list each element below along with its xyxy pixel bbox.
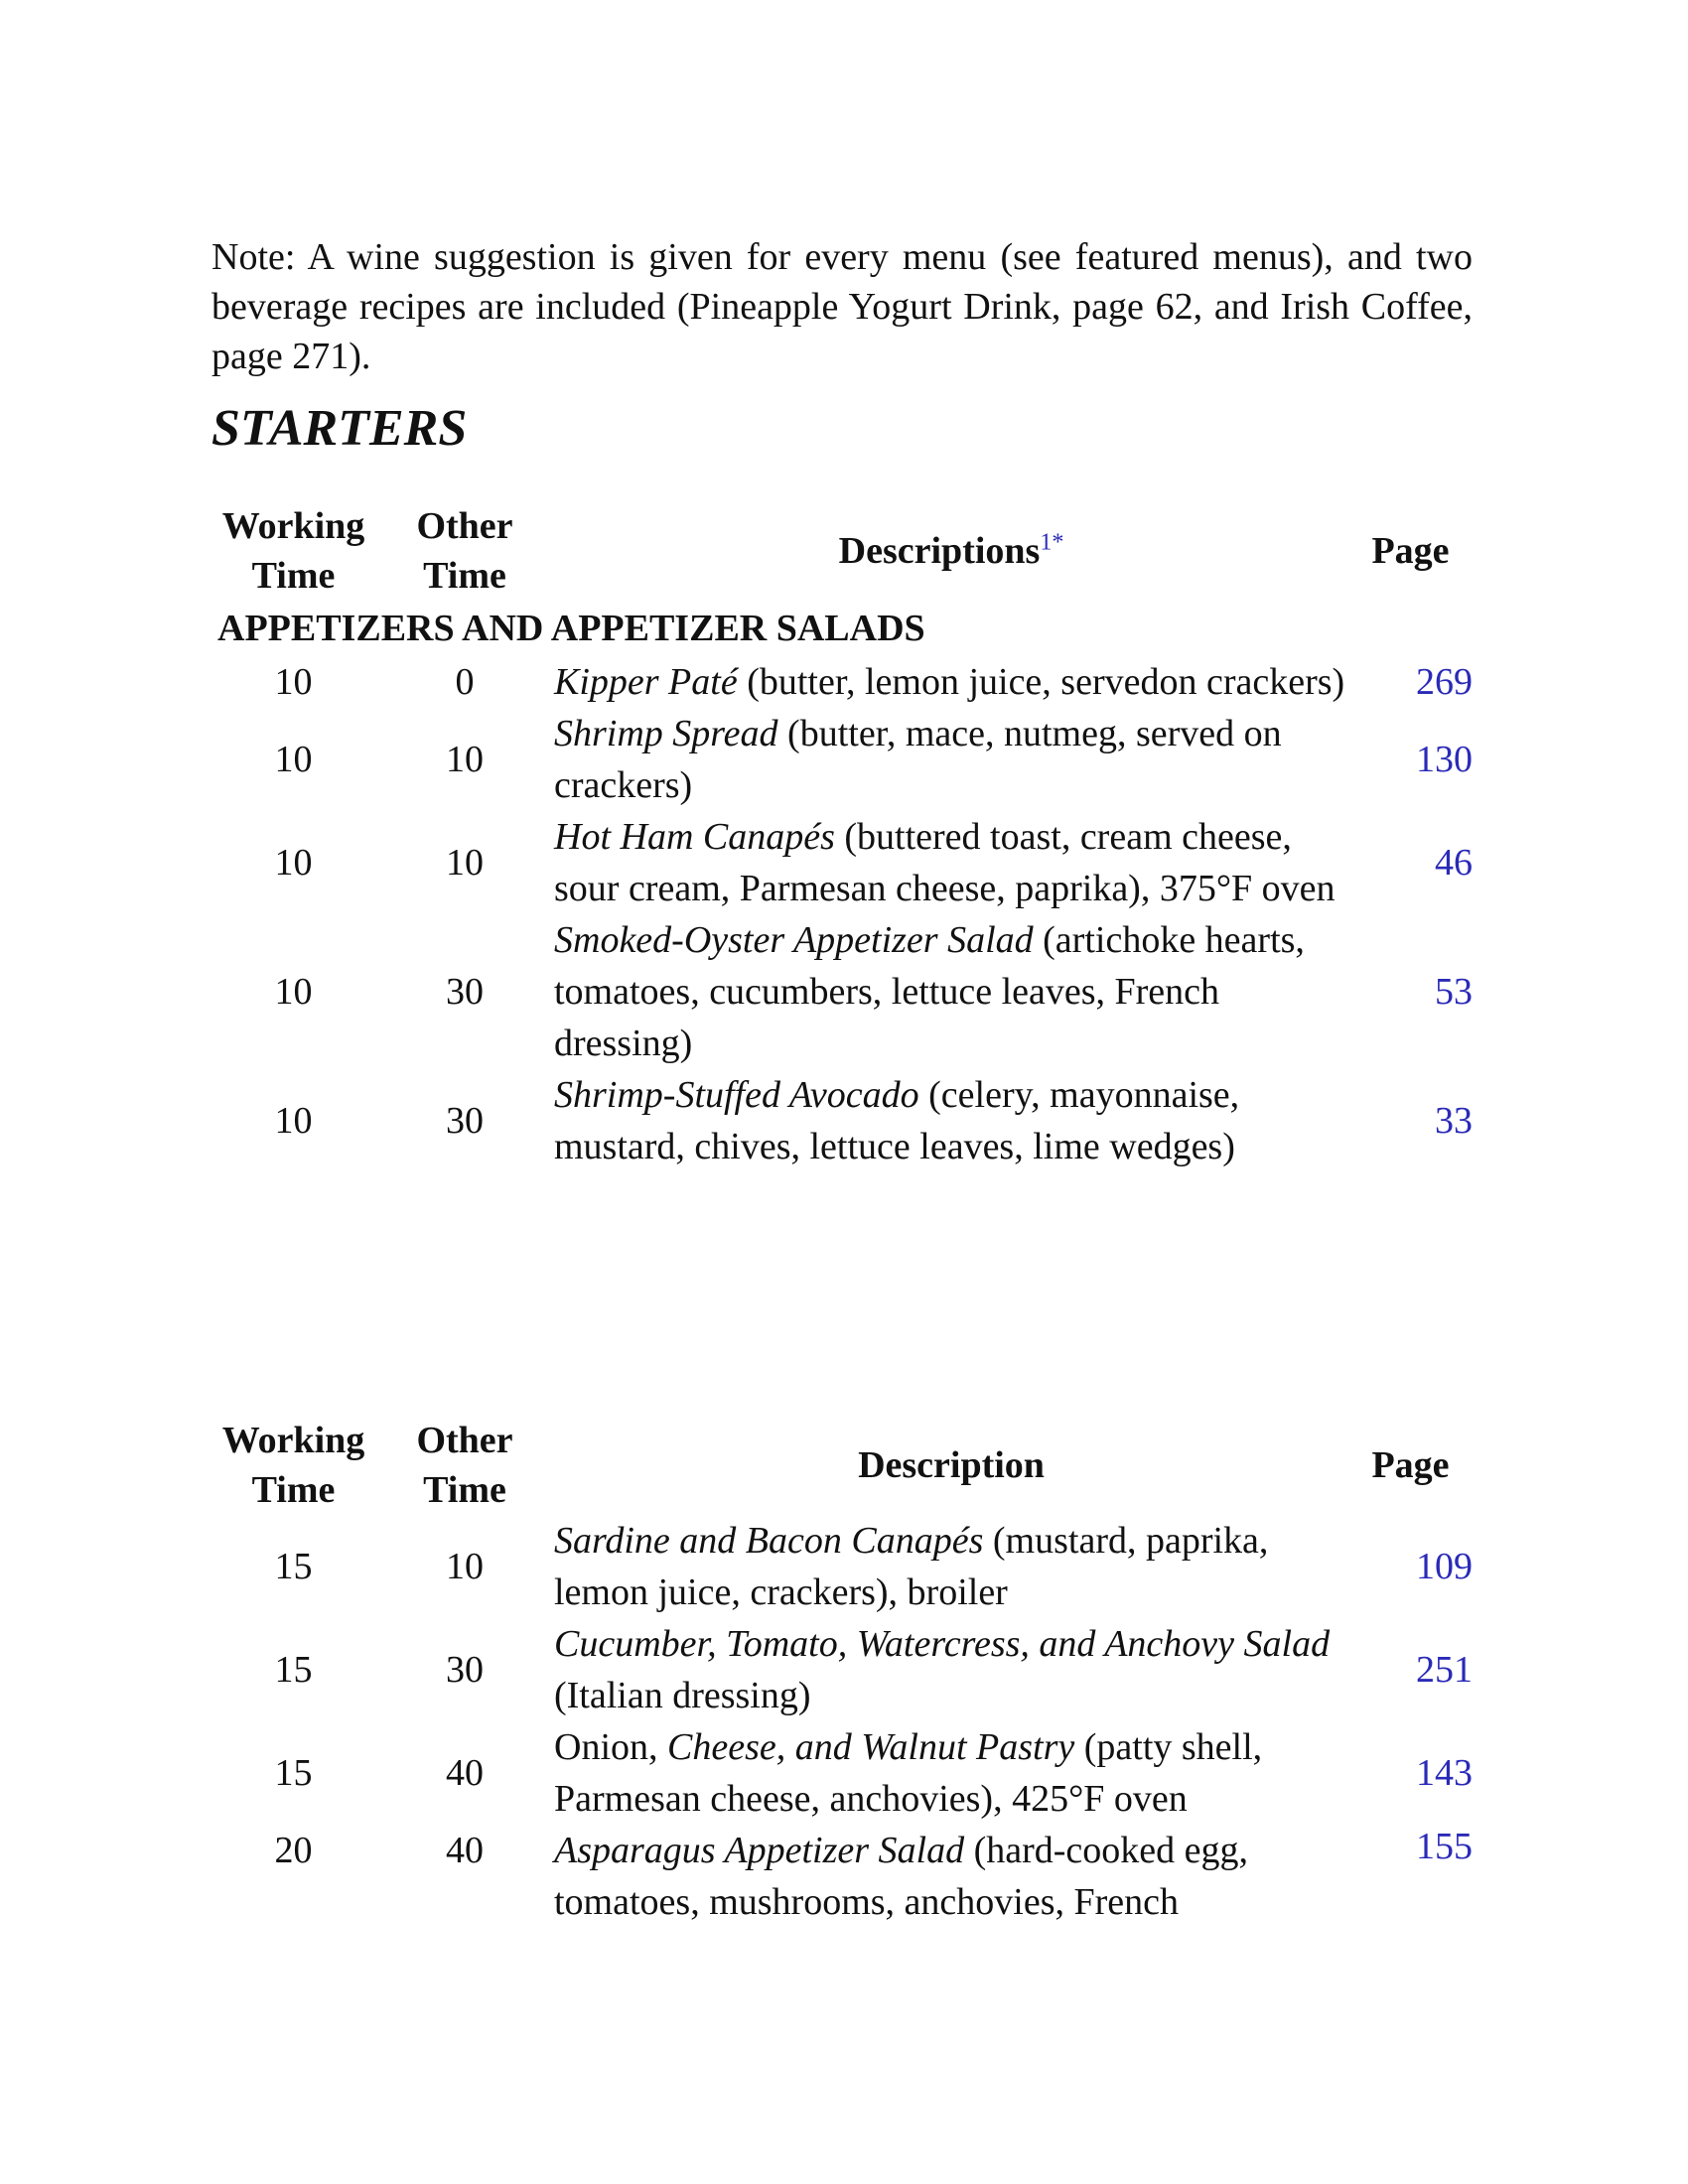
category-heading: APPETIZERS AND APPETIZER SALADS: [217, 608, 925, 649]
other-time-cell: 30: [446, 1100, 484, 1142]
other-time-cell: 30: [446, 971, 484, 1013]
description-cell: [554, 1069, 1348, 1172]
recipe-title: Sardine and Bacon Canapés: [554, 1520, 984, 1562]
table-row: [211, 1069, 1473, 1172]
other-time-cell: 40: [446, 1752, 484, 1794]
working-time-cell: 15: [274, 1649, 313, 1691]
descriptions-header: Descriptions$^{1*}$: [838, 529, 1064, 572]
page-link[interactable]: 33: [1435, 1100, 1473, 1142]
starters-table-continued: [211, 1416, 1473, 1928]
recipe-title: Asparagus Appetizer Salad: [554, 1830, 965, 1871]
recipe-title: Hot Ham Canapés: [554, 816, 835, 858]
other-time-cell: 10: [446, 739, 484, 780]
table-row: [211, 1721, 1473, 1825]
working-time-cell: 10: [274, 971, 313, 1013]
working-time-cell: 15: [274, 1752, 313, 1794]
description-header: Description: [858, 1444, 1045, 1486]
footnote-link[interactable]: 1*: [1040, 529, 1064, 556]
description-cell: [554, 1825, 1348, 1928]
other-time-header: Other Time: [416, 1420, 513, 1511]
recipe-title: Shrimp Spread: [554, 713, 778, 754]
page-link[interactable]: 269: [1416, 661, 1473, 703]
description-prefix: Onion,: [554, 1726, 667, 1768]
description-cell: [554, 811, 1348, 914]
recipe-ingredients: (mustard, paprika, lemon juice, crackers), broiler: [554, 1520, 1269, 1613]
page-link[interactable]: 130: [1416, 739, 1473, 780]
recipe-title: Smoked-Oyster Appetizer Salad: [554, 919, 1034, 961]
recipe-ingredients: (butter, lemon juice, servedon crackers): [737, 661, 1345, 703]
page-header: Page: [1371, 530, 1450, 572]
table-header-row: [211, 1416, 1473, 1515]
description-cell: [554, 708, 1348, 811]
recipe-ingredients: (buttered toast, cream cheese, sour cream, Parmesan cheese, paprika), 375°F oven: [554, 816, 1336, 909]
recipe-ingredients: (artichoke hearts, tomatoes, cucumbers, lettuce leaves, French dressing): [554, 919, 1305, 1064]
page-link[interactable]: 109: [1416, 1546, 1473, 1587]
working-time-cell: 10: [274, 1100, 313, 1142]
table-row: [211, 811, 1473, 914]
description-cell: [554, 1618, 1348, 1721]
table-row: [211, 708, 1473, 811]
recipe-ingredients: (hard-cooked egg, tomatoes, mushrooms, anchovies, French: [554, 1830, 1249, 1923]
working-time-cell: 20: [274, 1830, 313, 1871]
other-time-header: Other Time: [416, 505, 513, 597]
table-row: [211, 656, 1473, 708]
working-time-cell: 15: [274, 1546, 313, 1587]
description-cell: [554, 656, 1348, 708]
recipe-ingredients: (butter, mace, nutmeg, served on crackers): [554, 713, 1282, 806]
starters-table: [211, 501, 1473, 1172]
other-time-cell: 0: [455, 661, 475, 703]
working-time-header: Working Time: [221, 1420, 365, 1511]
recipe-title: Cucumber, Tomato, Watercress, and Anchovy Salad: [554, 1623, 1331, 1665]
recipe-title: Kipper Paté: [554, 661, 738, 703]
other-time-cell: 30: [446, 1649, 484, 1691]
table-row: [211, 1618, 1473, 1721]
page-link[interactable]: 155: [1416, 1826, 1473, 1867]
page-link[interactable]: 143: [1416, 1752, 1473, 1794]
description-cell: [554, 1721, 1348, 1825]
table-header-row: [211, 501, 1473, 601]
section-title: STARTERS: [211, 400, 468, 457]
recipe-title: Shrimp-Stuffed Avocado: [554, 1074, 919, 1116]
page-link[interactable]: 251: [1416, 1649, 1473, 1691]
page-link[interactable]: 53: [1435, 971, 1473, 1013]
working-time-cell: 10: [274, 661, 313, 703]
recipe-title: Cheese, and Walnut Pastry: [667, 1726, 1075, 1768]
recipe-ingredients: (celery, mayonnaise, mustard, chives, lettuce leaves, lime wedges): [554, 1074, 1240, 1167]
other-time-cell: 10: [446, 842, 484, 884]
description-cell: [554, 1515, 1348, 1618]
table-row: [211, 1515, 1473, 1618]
description-cell: [554, 914, 1348, 1069]
recipe-ingredients: (Italian dressing): [554, 1675, 811, 1716]
recipe-ingredients: (patty shell, Parmesan cheese, anchovies), 425°F oven: [554, 1726, 1263, 1820]
other-time-cell: 10: [446, 1546, 484, 1587]
page-header: Page: [1371, 1444, 1450, 1486]
working-time-header: Working Time: [221, 505, 365, 597]
table-row: [211, 914, 1473, 1069]
page-link[interactable]: 46: [1435, 842, 1473, 884]
working-time-cell: 10: [274, 739, 313, 780]
working-time-cell: 10: [274, 842, 313, 884]
intro-note: Note: A wine suggestion is given for every menu (see featured menus), and two beverage recipes are included (Pineapple Yogurt Drink, page 62, and Irish Coffee, page 271).: [211, 236, 1473, 377]
other-time-cell: 40: [446, 1830, 484, 1871]
table-row: [211, 1825, 1473, 1928]
